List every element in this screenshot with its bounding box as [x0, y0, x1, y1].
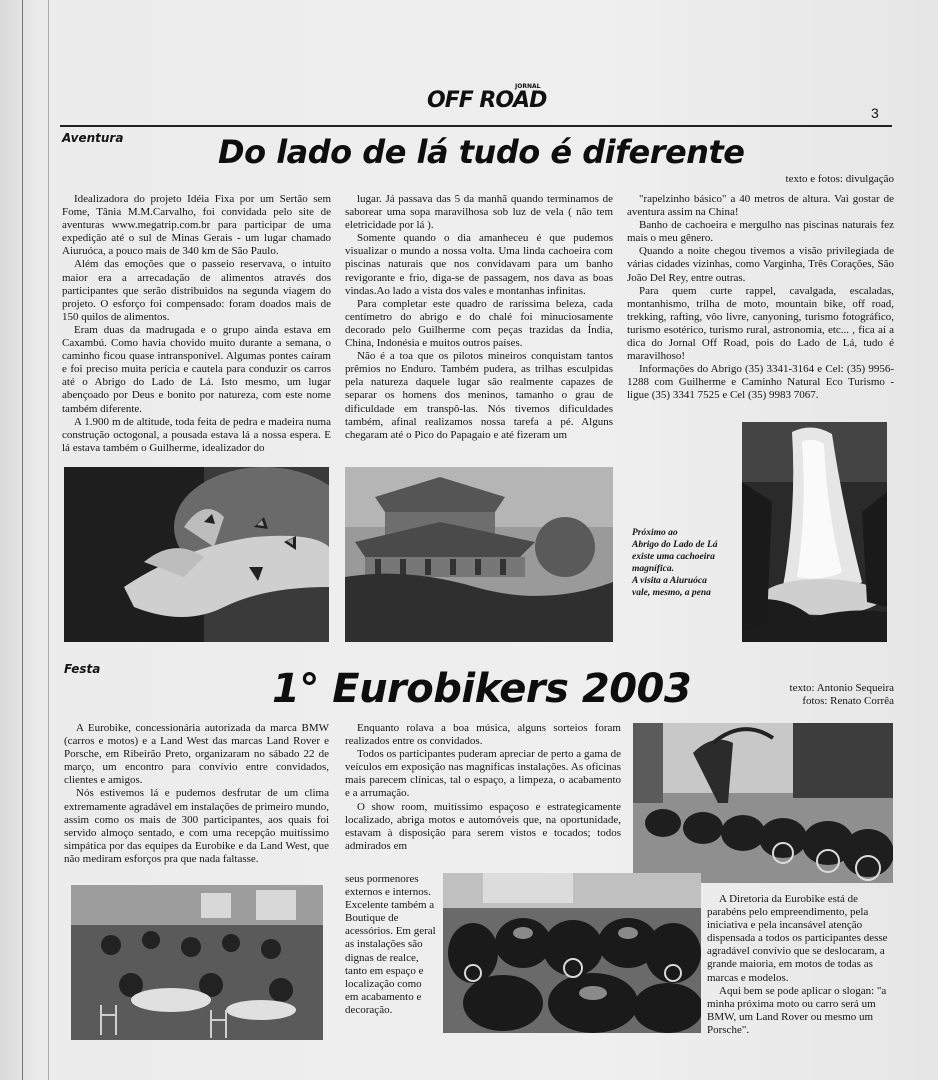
article2-photo-credit: fotos: Renato Corrêa: [802, 695, 894, 707]
article1-column-3: [627, 193, 894, 408]
waterfall-photo-caption: [632, 527, 737, 599]
paragraph: Além das emoções que o passeio reservava, o intuito maior era a arrecadação de alimentos através dos participantes que serão distribuidos na segunda viagem do projeto. O esforço foi compensado: foram doados mais de 150 quilos de alimentos.: [62, 258, 331, 323]
paragraph: Enquanto rolava a boa música, alguns sorteios foram realizados entre os convidados.: [345, 722, 621, 748]
logo-small-text: JORNAL: [515, 83, 541, 90]
octagonal-lodge-photo: [345, 467, 613, 642]
section-label-festa: Festa: [64, 662, 101, 676]
paragraph: Para quem curte rappel, cavalgada, escaladas, montanhismo, trilha de moto, mountain bike, off road, trekking, rafting, vôo livre, canyoning, turismo fotográfico, turismo esotérico, turismo rural, astronomia, etc... , fica aí a dica do Jornal Off Road, pois do Lado de Lá, tudo é maravilhoso!: [627, 284, 894, 363]
article2-headline: 1° Eurobikers 2003: [272, 666, 692, 712]
paragraph: "rapelzinho básico" a 40 metros de altura. Vai gostar de aventura assim na China!: [627, 193, 894, 219]
paragraph: Aqui bem se pode aplicar o slogan: "a minha próxima moto ou carro será um BMW, um Land Rover ou mesmo um Porsche".: [707, 984, 887, 1036]
paragraph: Todos os participantes puderam apreciar de perto a gama de veículos em exposição nas magníficas instalações. As oficinas mais parecem clínicas, tal o espaço, a limpeza, o acabamento e a arrumação.: [345, 748, 621, 800]
paragraph: lugar. Já passava das 5 da manhã quando terminamos de saborear uma sopa maravilhosa sob luz de vela ( não tem eletricidade por lá ).: [345, 193, 613, 232]
caption-line: Próximo ao: [632, 528, 678, 538]
caption-line: A visita a Aiuruóca: [632, 576, 707, 586]
paragraph: Somente quando o dia amanheceu é que pudemos visualizar o mundo a nossa volta. Uma linda cachoeira com piscinas naturais que nos convidavam para um banho revigorante e frio, diga-se de passagem, nos dava as boas vindas.Ao lado a vista dos vales e montanhas infinitas.: [345, 232, 613, 297]
lunch-crowd-photo: [71, 885, 323, 1040]
logo-text: OFF ROAD: [427, 88, 547, 113]
parked-motorcycles-photo: [633, 723, 893, 883]
article2-column-3: [707, 893, 892, 1043]
waterfall-photo: [742, 422, 887, 642]
showroom-motorcycles-photo: [443, 873, 701, 1033]
butterflies-hand-photo: [64, 467, 329, 642]
article1-column-1: [62, 193, 331, 461]
caption-line: vale, mesmo, a pena: [632, 588, 711, 598]
paragraph: seus pormenores externos e internos. Excelente também a Boutique de acessórios. Em geral as instalações são dignas de realce, tanto em espaço e localização como em acabamento e decoração.: [345, 873, 436, 1016]
header-rule: [60, 125, 892, 127]
jornal-off-road-logo: [427, 83, 547, 113]
caption-line: magnífica.: [632, 564, 674, 574]
article1-credit: texto e fotos: divulgação: [785, 173, 894, 185]
paragraph: Informações do Abrigo (35) 3341-3164 e Cel: (35) 9956-1288 com Guilherme e Caminho Natural Eco Turismo - ligue (35) 3341 7525 e Cel (35) 9983 7067.: [627, 363, 894, 402]
page-fold-line: [22, 0, 23, 1080]
article2-credits: [760, 682, 894, 708]
paragraph: A 1.900 m de altitude, toda feita de pedra e madeira numa construção octogonal, a pousada estava lá a nossa espera. E lá estava também o Guilherme, idealizador do: [62, 415, 331, 454]
paragraph: Idealizadora do projeto Idéia Fixa por um Sertão sem Fome, Tânia M.M.Carvalho, foi convidada pelo site de aventuras www.megatrip.com.br para participar de uma expedição até o sul de Minas Gerais - um lugar chamado Aiuruóca, a pouco mais de 340 km de São Paulo.: [62, 193, 331, 258]
paragraph: O show room, muitíssimo espaçoso e estrategicamente localizado, abriga motos e automóveis que, na oportunidade, estavam à disposição para serem vistos e tocados; todos admirados em: [345, 800, 621, 852]
article2-text-credit: texto: Antonio Sequeira: [789, 682, 894, 694]
paragraph: Eram duas da madrugada e o grupo ainda estava em Caxambú. Como havia chovido muito durante a semana, o caminho ficou quase intransponível. Algumas pontes caíram e foi preciso muita perícia e cautela para conduzir os carros até o Abrigo do Lado de Lá. Isto mesmo, um lugar abençoado por Deus e bonito por natureza, com este nome também diferente.: [62, 323, 331, 415]
page-fold-line: [48, 0, 49, 1080]
paragraph: Quando a noite chegou tivemos a visão privilegiada de várias cidades vizinhas, como Varginha, Três Corações, São João Del Rey, entre outras.: [627, 245, 894, 284]
paragraph: A Diretoria da Eurobike está de parabéns pelo empreendimento, pela iniciativa e pela incansável atenção dispensada a todos os participantes desse agradável convívio que se deslocaram, a grande maioria, em motos de todas as marcas e modelos.: [707, 893, 888, 984]
page-number: 3: [871, 105, 879, 121]
paragraph: A Eurobike, concessionária autorizada da marca BMW (carros e motos) e a Land West das marcas Land Rover e Porsche, em Ribeirão Preto, organizaram no sábado 22 de março, um encontro para convívio entre convidados, clientes e amigos.: [64, 722, 329, 787]
article2-column-2-narrow: [345, 873, 437, 1043]
paragraph: Não é a toa que os pilotos mineiros conquistam tantos prêmios no Enduro. Também pudera, as trilhas esculpidas pela natureza daquele lugar são realmente capazes de separar os homens dos meninos, tamanho o grau de dificuldade em transpô-las. Nós tivemos dificuldades também, afinal realizamos nossa tarefa a pé. Alguns chegaram até o Pico do Papagaio e até fizeram um: [345, 350, 613, 441]
paragraph: Nós estivemos lá e pudemos desfrutar de um clima extremamente agradável em instalações de primeiro mundo, assim como os mais de 300 participantes, aos quais foi servido almoço sentado, e com uma recepção muitíssimo simpática por das equipes da Eurobike e da Land West, que não mediram esforços pra que nada faltasse.: [64, 787, 329, 865]
section-label-aventura: Aventura: [62, 131, 124, 145]
article2-column-1: [64, 722, 329, 882]
article1-headline: Do lado de lá tudo é diferente: [218, 133, 745, 171]
paragraph: Para completar este quadro de raríssima beleza, cada centímetro do abrigo e do chalé foi minuciosamente decorado pelo Guilherme com peças trazidas da Índia, China, Indonésia e muitos outros países.: [345, 297, 613, 350]
paragraph: Banho de cachoeira e mergulho nas piscinas naturais fez mais o meu gênero.: [627, 219, 894, 245]
caption-line: existe uma cachoeira: [632, 552, 715, 562]
article2-column-2: [345, 722, 621, 872]
article1-column-2: [345, 193, 613, 461]
caption-line: Abrigo do Lado de Lá: [632, 540, 718, 550]
